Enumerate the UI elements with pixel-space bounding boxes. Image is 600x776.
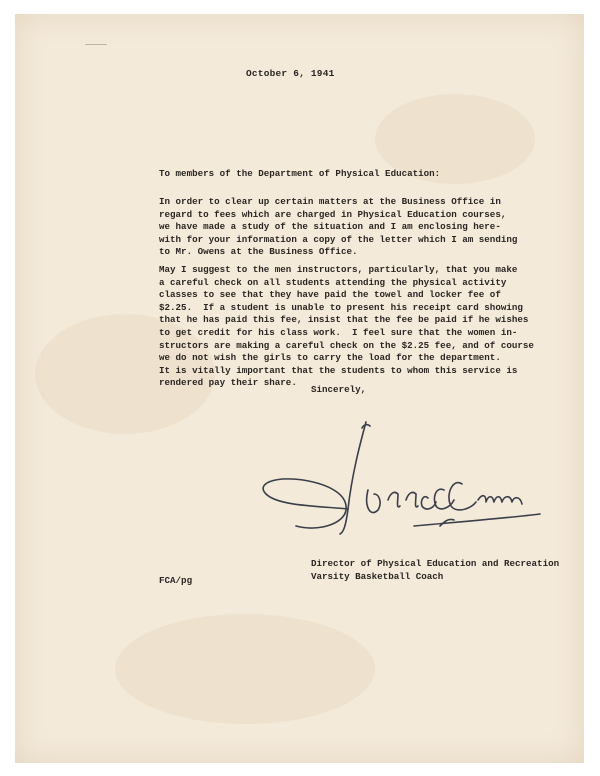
paper-stain (115, 614, 375, 724)
paragraph-line: $2.25. If a student is unable to present his receipt card showing (159, 301, 523, 313)
letter-page (15, 14, 584, 763)
signer-title: Varsity Basketball Coach (311, 570, 444, 582)
paragraph-line: we do not wish the girls to carry the load for the department. (159, 352, 501, 364)
paragraph-line: to Mr. Owens at the Business Office. (159, 246, 358, 258)
letter-salutation: To members of the Department of Physical Education: (159, 168, 441, 179)
reference-initials: FCA/pg (159, 575, 193, 586)
paragraph-line: It is vitally important that the students to whom this service is (159, 364, 518, 376)
paragraph-line: a careful check on all students attending the physical activity (159, 276, 507, 288)
paragraph-line: rendered pay their share. (159, 377, 297, 389)
letter-paragraph-1 (159, 196, 517, 259)
paragraph-line: classes to see that they have paid the towel and locker fee of (159, 289, 501, 301)
paper-mark (85, 44, 107, 45)
signer-title: Director of Physical Education and Recreation (311, 558, 560, 569)
handwritten-signature (248, 414, 548, 544)
letter-closing: Sincerely, (311, 384, 367, 395)
letter-date: October 6, 1941 (246, 68, 335, 79)
letter-paragraph-2 (159, 264, 534, 390)
paragraph-line: that he has paid this fee, insist that the fee be paid if he wishes (159, 314, 529, 326)
paragraph-line: May I suggest to the men instructors, particularly, that you make (159, 264, 518, 275)
paragraph-line: regard to fees which are charged in Physical Education courses, (159, 208, 507, 220)
paragraph-line: to get credit for his class work. I feel sure that the women in- (159, 326, 518, 338)
signer-title-block (311, 558, 559, 583)
paragraph-line: In order to clear up certain matters at the Business Office in (159, 196, 501, 207)
paragraph-line: we have made a study of the situation and I am enclosing here- (159, 221, 501, 233)
paragraph-line: structors are making a careful check on the $2.25 fee, and of course (159, 339, 534, 351)
paragraph-line: with for your information a copy of the letter which I am sending (159, 233, 518, 245)
